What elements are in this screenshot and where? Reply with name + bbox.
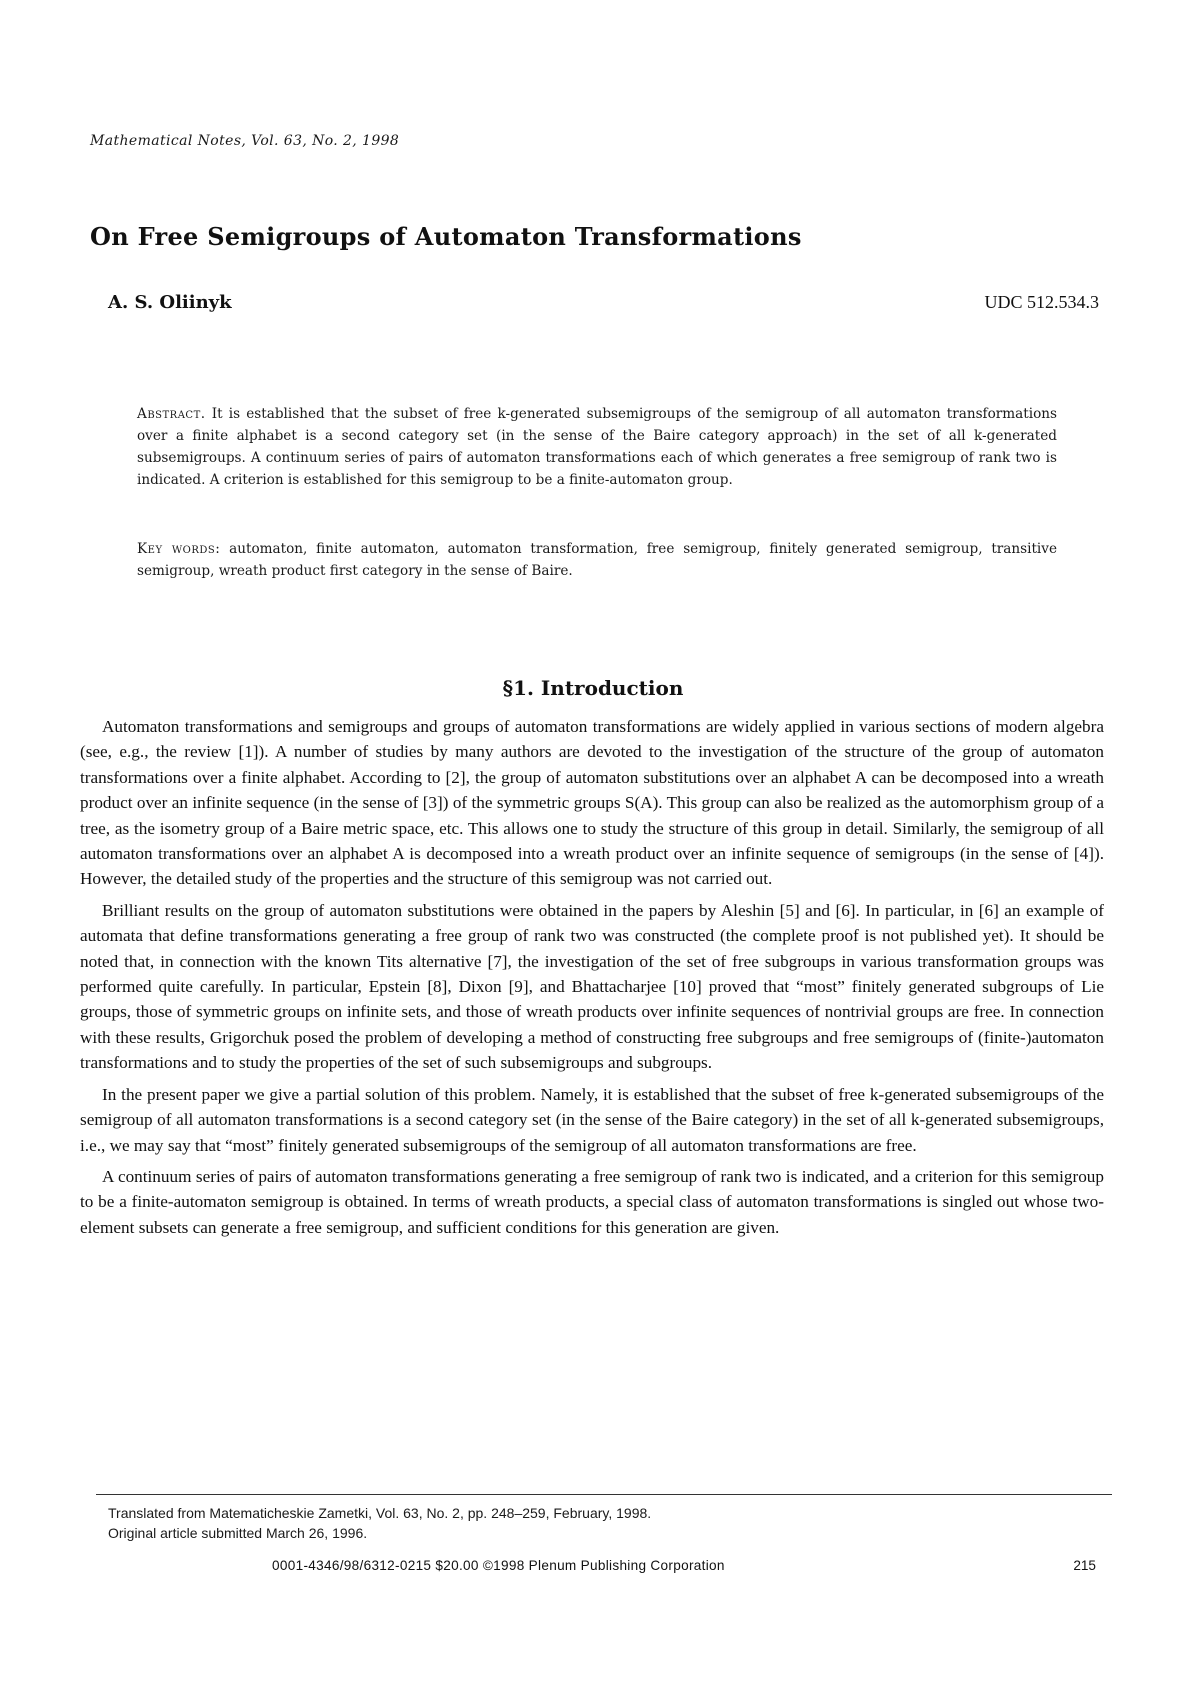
copyright-line: 0001-4346/98/6312-0215 $20.00 ©1998 Plenum Publishing Corporation	[272, 1558, 725, 1573]
footnote-translation: Translated from Matematicheskie Zametki, Vol. 63, No. 2, pp. 248–259, February, 1998.	[108, 1505, 652, 1521]
footnote-submitted: Original article submitted March 26, 1996.	[108, 1525, 368, 1541]
footnote-divider	[96, 1494, 1112, 1495]
journal-header: Mathematical Notes, Vol. 63, No. 2, 1998	[90, 133, 400, 149]
keywords-label: Key words:	[137, 541, 221, 557]
paper-title: On Free Semigroups of Automaton Transformations	[90, 222, 802, 251]
body-paragraph: In the present paper we give a partial solution of this problem. Namely, it is established that the subset of free k-generated subsemigroups of the semigroup of all automaton transformations is a second category set (in the sense of the Baire category) in the set of all k-generated subsemigroups, i.e., we may say that “most” finitely generated subsemigroups of the semigroup of all automaton transformations are free.	[80, 1084, 1104, 1155]
keywords	[137, 538, 1057, 582]
udc-code: UDC 512.534.3	[984, 292, 1099, 312]
footnote	[108, 1503, 651, 1543]
abstract-label: Abstract.	[137, 406, 206, 422]
body-paragraph: Brilliant results on the group of automaton substitutions were obtained in the papers by Aleshin [5] and [6]. In particular, in [6] an example of automata that define transformations generating a free group of rank two was constructed (the complete proof is not published yet). It should be noted that, in connection with the known Tits alternative [7], the investigation of the set of free subgroups in various transformation groups was performed quite carefully. In particular, Epstein [8], Dixon [9], and Bhattacharjee [10] proved that “most” finitely generated subgroups of Lie groups, those of symmetric groups on infinite sets, and those of wreath products over infinite sequences of nontrivial groups are free. In connection with these results, Grigorchuk posed the problem of developing a method of constructing free subgroups and free semigroups of (finite-)automaton transformations and to study the properties of the set of such subsemigroups and subgroups.	[80, 900, 1104, 1073]
author-name: A. S. Oliinyk	[108, 292, 232, 313]
abstract-text: It is established that the subset of free k-generated subsemigroups of the semigroup of all automaton transformations over a finite alphabet is a second category set (in the sense of the Baire category approach) in the set of all k-generated subsemigroups. A continuum series of pairs of automaton transformations each of which generates a free semigroup of rank two is indicated. A criterion is established for this semigroup to be a finite-automaton group.	[137, 406, 1057, 488]
section-title: §1. Introduction	[502, 676, 684, 700]
page-number: 215	[1073, 1558, 1096, 1573]
keywords-text: automaton, finite automaton, automaton transformation, free semigroup, finitely generated semigroup, transitive semigroup, wreath product first category in the sense of Baire.	[137, 541, 1057, 579]
body-paragraph: A continuum series of pairs of automaton transformations generating a free semigroup of rank two is indicated, and a criterion for this semigroup to be a finite-automaton semigroup is obtained. In terms of wreath products, a special class of automaton transformations is singled out whose two-element subsets can generate a free semigroup, and sufficient conditions for this generation are given.	[80, 1166, 1104, 1237]
section-body	[80, 714, 1104, 1246]
body-paragraph: Automaton transformations and semigroups and groups of automaton transformations are widely applied in various sections of modern algebra (see, e.g., the review [1]). A number of studies by many authors are devoted to the investigation of the structure of the group of automaton transformations over a finite alphabet. According to [2], the group of automaton substitutions over an alphabet A can be decomposed into a wreath product over an infinite sequence (in the sense of [3]) of the symmetric groups S(A). This group can also be realized as the automorphism group of a tree, as the isometry group of a Baire metric space, etc. This allows one to study the structure of this group in detail. Similarly, the semigroup of all automaton transformations over an alphabet A is decomposed into a wreath product over an infinite sequence of semigroups (in the sense of [4]). However, the detailed study of the properties and the structure of this semigroup was not carried out.	[80, 717, 1104, 889]
abstract	[137, 403, 1057, 491]
